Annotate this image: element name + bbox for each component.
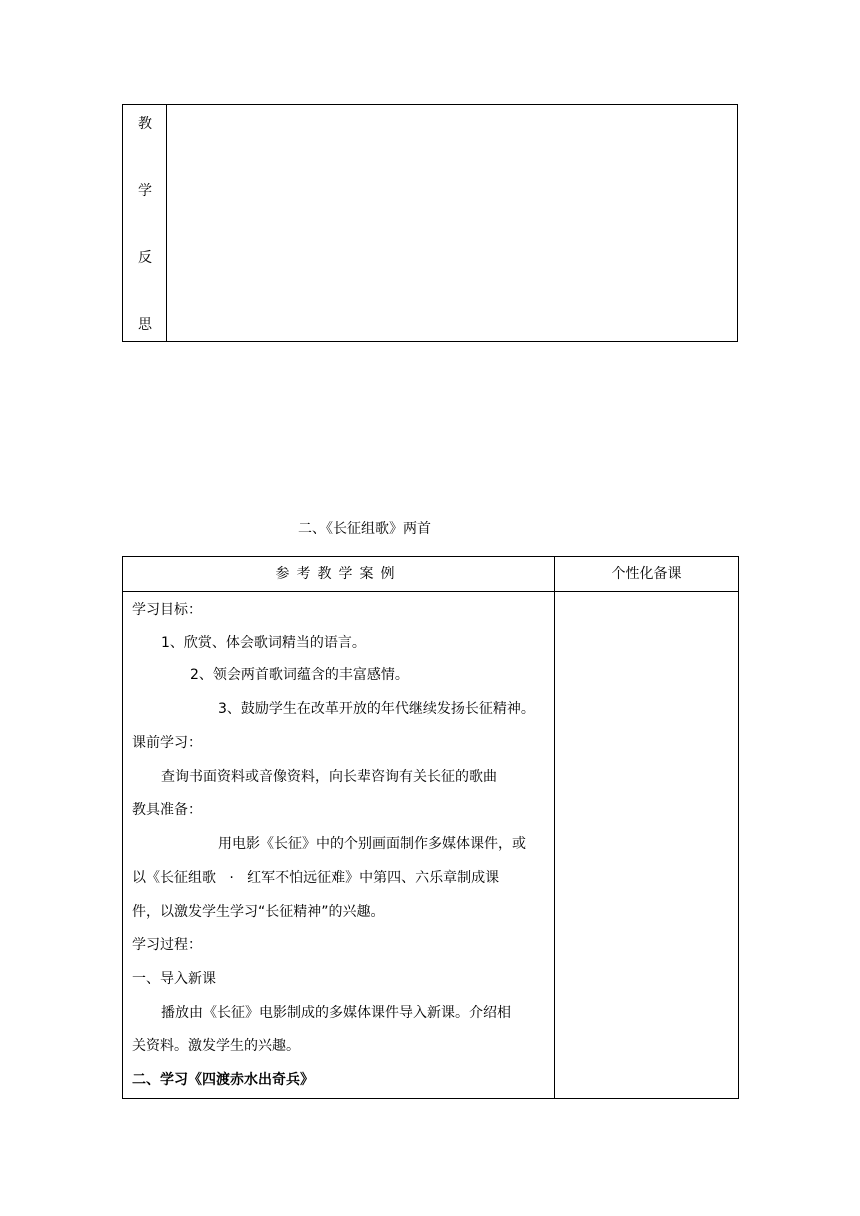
header-personalized-prep: 个性化备课 xyxy=(611,566,682,582)
header-reference-cases: 参考教学案例 xyxy=(275,566,402,582)
content-line: 1、欣赏、体会歌词精当的语言。 xyxy=(161,635,366,651)
content-line: 教具准备： xyxy=(132,802,202,818)
reflection-label-column xyxy=(123,105,167,341)
reflection-label-char: 思 xyxy=(138,317,152,333)
lesson-plan-table xyxy=(122,556,739,1099)
content-line: 用电影《长征》中的个别画面制作多媒体课件，或 xyxy=(218,836,526,852)
content-line: 一、导入新课 xyxy=(132,971,216,987)
teaching-reflection-table xyxy=(122,104,738,342)
reflection-label-char: 反 xyxy=(138,250,152,266)
content-line: 关资料。激发学生的兴趣。 xyxy=(132,1038,300,1054)
content-line: 2、领会两首歌词蕴含的丰富感情。 xyxy=(190,667,409,683)
content-line: 件，以激发学生学习“长征精神”的兴趣。 xyxy=(132,904,385,920)
content-line: 查询书面资料或音像资料，向长辈咨询有关长征的歌曲 xyxy=(161,769,497,785)
content-line: 二、学习《四渡赤水出奇兵》 xyxy=(132,1072,314,1088)
reflection-label-char: 学 xyxy=(138,183,152,199)
reflection-label-char: 教 xyxy=(138,116,152,132)
content-line: 学习过程： xyxy=(132,937,202,953)
section-title: 二、《长征组歌》两首 xyxy=(298,521,431,537)
content-line: 课前学习： xyxy=(132,735,202,751)
content-line: 学习目标： xyxy=(132,602,202,618)
column-divider xyxy=(554,557,555,1098)
content-line: 以《长征组歌 · 红军不怕远征难》中第四、六乐章制成课 xyxy=(132,870,500,886)
content-line: 播放由《长征》电影制成的多媒体课件导入新课。介绍相 xyxy=(161,1005,511,1021)
content-line: 3、鼓励学生在改革开放的年代继续发扬长征精神。 xyxy=(218,701,535,717)
header-divider xyxy=(123,591,738,592)
